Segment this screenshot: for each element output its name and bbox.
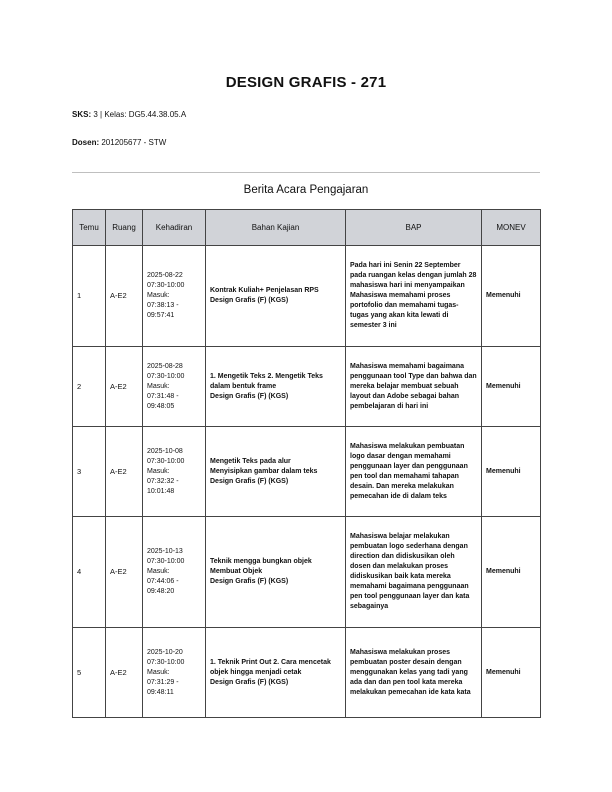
bahan-line: Kontrak Kuliah+ Penjelasan RPS [210, 287, 319, 294]
cell-kehadiran [143, 246, 206, 347]
table-row [73, 628, 541, 718]
kehadiran-line: 07:30-10:00 [147, 658, 185, 666]
sks-kelas-value: 3 | Kelas: DG5.44.38.05.A [93, 110, 187, 119]
cell-temu: 4 [73, 517, 106, 628]
divider [72, 172, 540, 173]
cell-kehadiran [143, 628, 206, 718]
bahan-line: dalam bentuk frame [210, 382, 277, 390]
table-row [73, 517, 541, 628]
kehadiran-line: Masuk: [147, 467, 170, 475]
kehadiran-line: 09:57:41 [147, 312, 175, 319]
bahan-line: Mengetik Teks pada alur [210, 457, 291, 465]
bahan-line: 1. Teknik Print Out 2. Cara mencetak [210, 658, 331, 666]
bahan-line: Design Grafis (F) (KGS) [210, 477, 289, 485]
kehadiran-line: 07:30-10:00 [147, 457, 185, 465]
bahan-line: Membuat Objek [210, 568, 263, 575]
kehadiran-line: 2025-10-13 [147, 548, 183, 555]
bahan-line: Design Grafis (F) (KGS) [210, 297, 289, 304]
cell-kehadiran [143, 427, 206, 517]
cell-temu: 2 [73, 347, 106, 427]
cell-monev: Memenuhi [482, 427, 541, 517]
bahan-line: 1. Mengetik Teks 2. Mengetik Teks [210, 372, 323, 380]
section-title: Berita Acara Pengajaran [243, 184, 369, 196]
cell-ruang: A-E2 [106, 628, 143, 718]
kehadiran-line: 2025-08-28 [147, 362, 183, 370]
table-row [73, 347, 541, 427]
bahan-line: objek hingga menjadi cetak [210, 668, 302, 676]
cell-monev: Memenuhi [482, 517, 541, 628]
kehadiran-line: Masuk: [147, 568, 170, 575]
table-row [73, 246, 541, 347]
cell-monev: Memenuhi [482, 246, 541, 347]
cell-temu: 1 [73, 246, 106, 347]
bahan-line: Design Grafis (F) (KGS) [210, 392, 289, 400]
cell-bahan-kajian [206, 347, 346, 427]
cell-kehadiran [143, 517, 206, 628]
kehadiran-line: Masuk: [147, 382, 170, 390]
cell-bahan-kajian [206, 246, 346, 347]
cell-bap: Mahasiswa melakukan proses pembuatan poster desain dengan menggunakan kelas yang tadi yang ada dan dan pen tool kata mereka melakukan pemecahan ide kata kata [346, 628, 482, 718]
cell-bahan-kajian [206, 628, 346, 718]
sks-kelas-line [72, 110, 186, 119]
bahan-line: Teknik mengga bungkan objek [210, 558, 312, 565]
kehadiran-line: 07:31:29 - [147, 678, 179, 686]
cell-bahan-kajian [206, 517, 346, 628]
dosen-value: 201205677 - STW [101, 138, 167, 147]
kehadiran-line: 09:48:11 [147, 688, 174, 696]
table-row [73, 427, 541, 517]
cell-bap: Mahasiswa belajar melakukan pembuatan logo sederhana dengan direction dan didiskusikan oleh dosen dan melakukan proses didiskusikan baik kata mereka memahami bagaimana penggunaan pen tool penggunaan layer dan kata sebagainya [346, 517, 482, 628]
page-title: DESIGN GRAFIS - 271 [225, 74, 387, 91]
cell-monev: Memenuhi [482, 347, 541, 427]
kehadiran-line: 07:32:32 - [147, 477, 179, 485]
cell-temu: 5 [73, 628, 106, 718]
dosen-line [72, 138, 166, 147]
kehadiran-line: 07:30-10:00 [147, 558, 185, 565]
cell-bap: Pada hari ini Senin 22 September pada ruangan kelas dengan jumlah 28 mahasiswa hari ini menyampaikan Mahasiswa memahami proses portofolio dan memahami tugas-tugas yang akan kita lewati di semester 3 ini [346, 246, 482, 347]
column-header-temu: Temu [73, 210, 106, 246]
cell-ruang: A-E2 [106, 517, 143, 628]
kehadiran-line: 07:31:48 - [147, 392, 179, 400]
kehadiran-line: Masuk: [147, 292, 170, 299]
cell-monev: Memenuhi [482, 628, 541, 718]
column-header-kehadiran: Kehadiran [143, 210, 206, 246]
kehadiran-line: Masuk: [147, 668, 170, 676]
kehadiran-line: 10:01:48 [147, 487, 175, 495]
kehadiran-line: 07:38:13 - [147, 302, 179, 309]
bahan-line: Menyisipkan gambar dalam teks [210, 467, 318, 475]
cell-ruang: A-E2 [106, 246, 143, 347]
kehadiran-line: 07:30-10:00 [147, 372, 185, 380]
table-header-row [73, 210, 541, 246]
cell-temu: 3 [73, 427, 106, 517]
cell-bap: Mahasiswa memahami bagaimana penggunaan tool Type dan bahwa dan mereka belajar membuat sebuah layout dan Adobe sebagai bahan pembelajaran di hari ini [346, 347, 482, 427]
column-header-monev: MONEV [482, 210, 541, 246]
cell-kehadiran [143, 347, 206, 427]
column-header-ruang: Ruang [106, 210, 143, 246]
bahan-line: Design Grafis (F) (KGS) [210, 578, 289, 585]
cell-bahan-kajian [206, 427, 346, 517]
bap-table [72, 209, 541, 718]
kehadiran-line: 07:44:06 - [147, 578, 179, 585]
cell-bap: Mahasiswa melakukan pembuatan logo dasar dengan memahami penggunaan layer dan penggunaan pen tool dan memahami tahapan desain. Dan mereka melakukan pemecahan ide di dalam teks [346, 427, 482, 517]
kehadiran-line: 2025-08-22 [147, 272, 183, 279]
kehadiran-line: 09:48:05 [147, 402, 175, 410]
dosen-label: Dosen: [72, 138, 100, 147]
kehadiran-line: 2025-10-20 [147, 648, 183, 656]
column-header-bap: BAP [346, 210, 482, 246]
kehadiran-line: 07:30-10:00 [147, 282, 185, 289]
cell-ruang: A-E2 [106, 427, 143, 517]
sks-label: SKS: [72, 110, 92, 119]
bahan-line: Design Grafis (F) (KGS) [210, 678, 289, 686]
kehadiran-line: 2025-10-08 [147, 447, 183, 455]
column-header-bahan-kajian: Bahan Kajian [206, 210, 346, 246]
kehadiran-line: 09:48:20 [147, 588, 175, 595]
cell-ruang: A-E2 [106, 347, 143, 427]
